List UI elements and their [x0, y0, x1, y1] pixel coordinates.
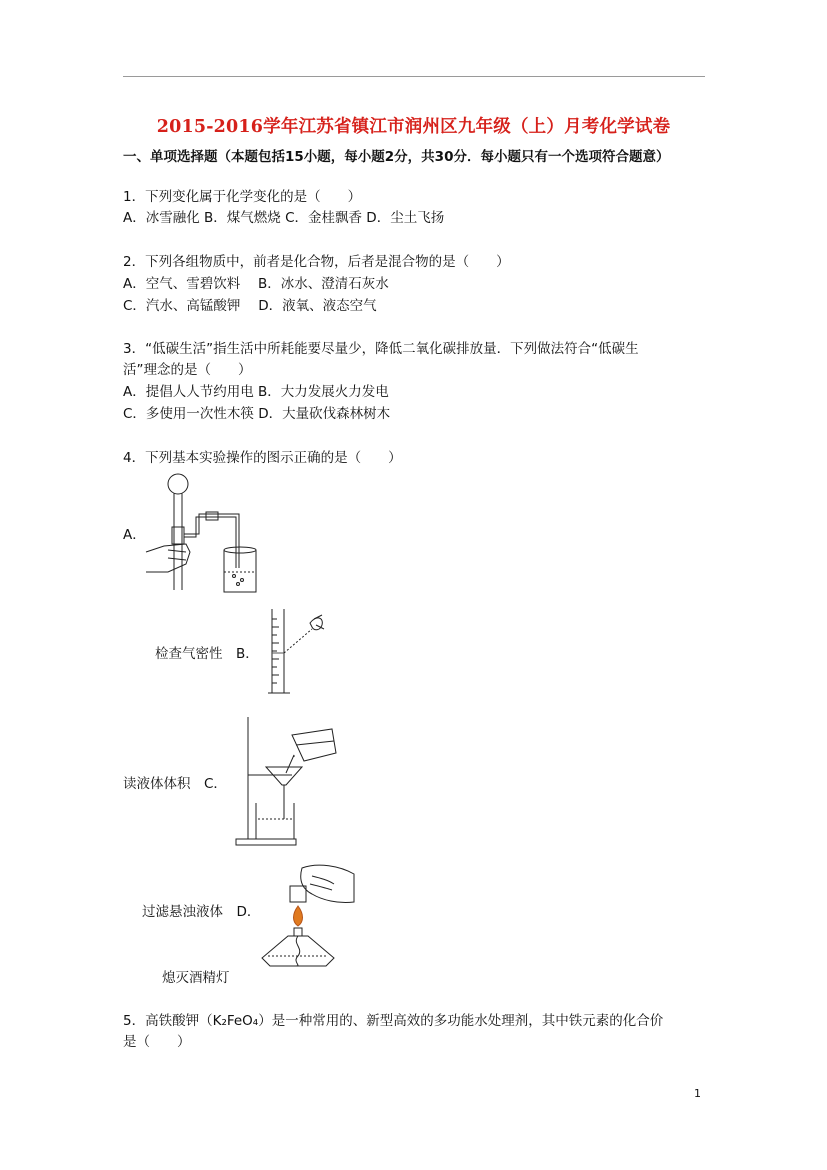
question-3-stem-line1: 3．“低碳生活”指生活中所耗能要尽量少，降低二氧化碳排放量．下列做法符合“低碳生 [123, 341, 639, 357]
question-2-stem: 2．下列各组物质中，前者是化合物，后者是混合物的是（ ） [123, 254, 510, 270]
header-rule [123, 76, 705, 77]
caption-d: 熄灭酒精灯 [162, 970, 230, 986]
question-3-options-row2: C．多使用一次性木筷 D．大量砍伐森林树木 [123, 406, 391, 422]
question-1-stem: 1．下列变化属于化学变化的是（ ） [123, 189, 362, 205]
filtration-figure [232, 715, 340, 851]
option-a-label: A． [123, 527, 146, 543]
question-3-stem-line2: 活”理念的是（ ） [123, 362, 252, 378]
document-title: 2015-2016学年江苏省镇江市润州区九年级（上）月考化学试卷 [156, 117, 671, 137]
airtightness-check-figure [146, 472, 266, 598]
question-5-stem-line2: 是（ ） [123, 1034, 191, 1050]
question-5-stem-line1: 5．高铁酸钾（K₂FeO₄）是一种常用的、新型高效的多功能水处理剂，其中铁元素的化合价 [123, 1013, 664, 1029]
question-1-options: A．冰雪融化 B．煤气燃烧 C．金桂飘香 D．尘土飞扬 [123, 210, 445, 226]
section-heading: 一、单项选择题（本题包括15小题，每小题2分，共30分．每小题只有一个选项符合题意） [123, 149, 670, 165]
question-2-options-row2: C．汽水、高锰酸钾 D．液氧、液态空气 [123, 298, 377, 314]
caption-a-label-b: 检查气密性 B． [155, 646, 259, 662]
question-4-stem: 4．下列基本实验操作的图示正确的是（ ） [123, 450, 402, 466]
read-volume-figure [262, 605, 337, 699]
caption-c-label-d: 过滤悬浊液体 D． [142, 904, 261, 920]
question-3-options-row1: A．提倡人人节约用电 B．大力发展火力发电 [123, 384, 389, 400]
question-2-options-row1: A．空气、雪碧饮料 B．冰水、澄清石灰水 [123, 276, 389, 292]
caption-b-label-c: 读液体体积 C． [123, 776, 227, 792]
page-number: 1 [694, 1087, 701, 1100]
alcohol-lamp-figure [262, 862, 356, 974]
